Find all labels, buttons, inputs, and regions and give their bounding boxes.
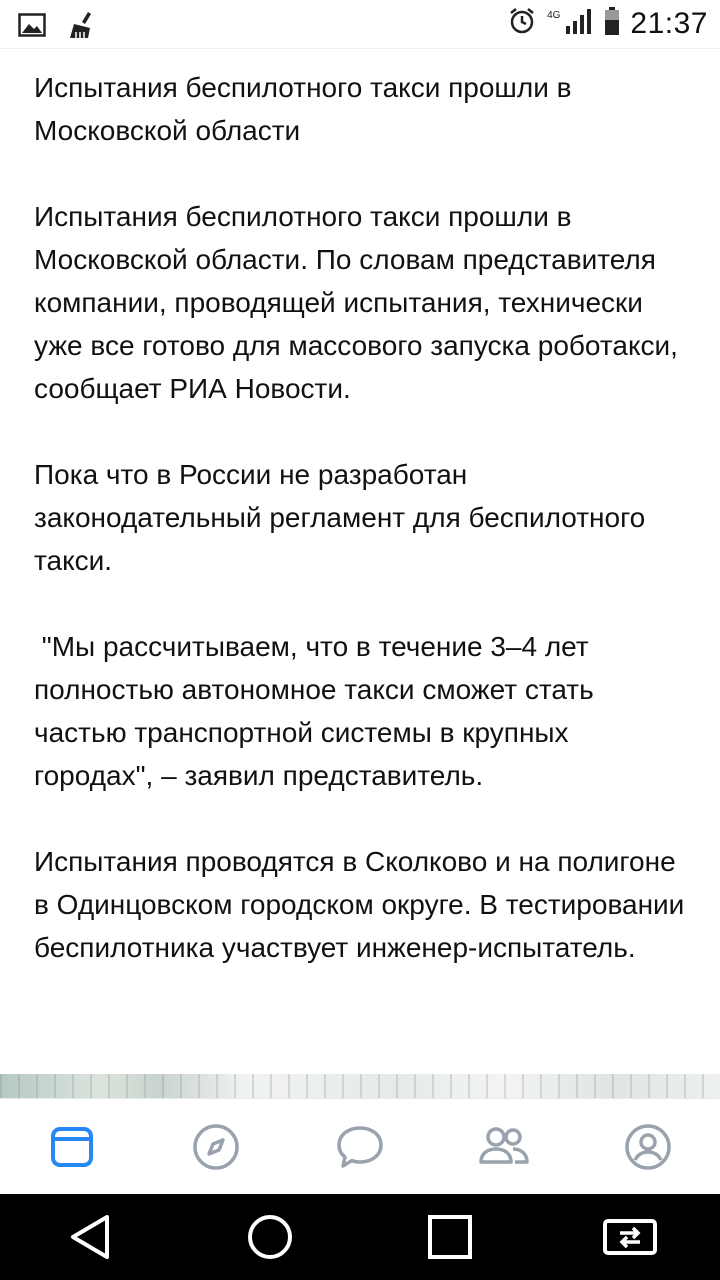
messages-icon bbox=[335, 1122, 385, 1172]
screen-mirror-icon bbox=[602, 1218, 658, 1256]
back-button[interactable] bbox=[50, 1197, 130, 1277]
recents-icon bbox=[427, 1214, 473, 1260]
news-feed-icon bbox=[50, 1125, 94, 1169]
tab-friends[interactable] bbox=[468, 1111, 540, 1183]
home-button[interactable] bbox=[230, 1197, 310, 1277]
battery-icon bbox=[604, 6, 620, 41]
profile-icon bbox=[623, 1122, 673, 1172]
article-body bbox=[34, 66, 694, 1012]
tab-messages[interactable] bbox=[324, 1111, 396, 1183]
tab-news-feed[interactable] bbox=[36, 1111, 108, 1183]
back-icon bbox=[67, 1213, 113, 1261]
status-time: 21:37 bbox=[630, 6, 708, 40]
home-icon bbox=[246, 1213, 294, 1261]
article-paragraph: Испытания беспилотного такси прошли в Московской области. По словам представителя компании, проводящей испытания, технически уже все готово для массового запуска роботакси, сообщает РИА Новости. bbox=[34, 201, 678, 404]
alarm-icon bbox=[507, 6, 537, 41]
system-nav-bar bbox=[0, 1194, 720, 1280]
gallery-icon bbox=[18, 13, 46, 42]
article-quote: "Мы рассчитываем, что в течение 3–4 лет полностью автономное такси сможет стать частью транспортной системы в крупных городах", – заявил представитель. bbox=[34, 631, 602, 791]
network-type-label: 4G bbox=[547, 10, 561, 21]
cleaner-icon bbox=[68, 10, 98, 45]
signal-icon bbox=[564, 6, 594, 41]
recents-button[interactable] bbox=[410, 1197, 490, 1277]
tab-profile[interactable] bbox=[612, 1111, 684, 1183]
status-bar bbox=[0, 0, 720, 49]
tab-discover[interactable] bbox=[180, 1111, 252, 1183]
screen-mirror-button[interactable] bbox=[590, 1197, 670, 1277]
article-paragraph: Испытания проводятся в Сколково и на полигоне в Одинцовском городском округе. В тестировании беспилотника участвует инженер-испытатель. bbox=[34, 846, 685, 963]
bottom-tab-bar bbox=[0, 1098, 720, 1195]
article-title: Испытания беспилотного такси прошли в Московской области bbox=[34, 72, 572, 146]
compass-icon bbox=[191, 1122, 241, 1172]
article-paragraph: Пока что в России не разработан законодательный регламент для беспилотного такси. bbox=[34, 459, 646, 576]
friends-icon bbox=[477, 1122, 531, 1172]
